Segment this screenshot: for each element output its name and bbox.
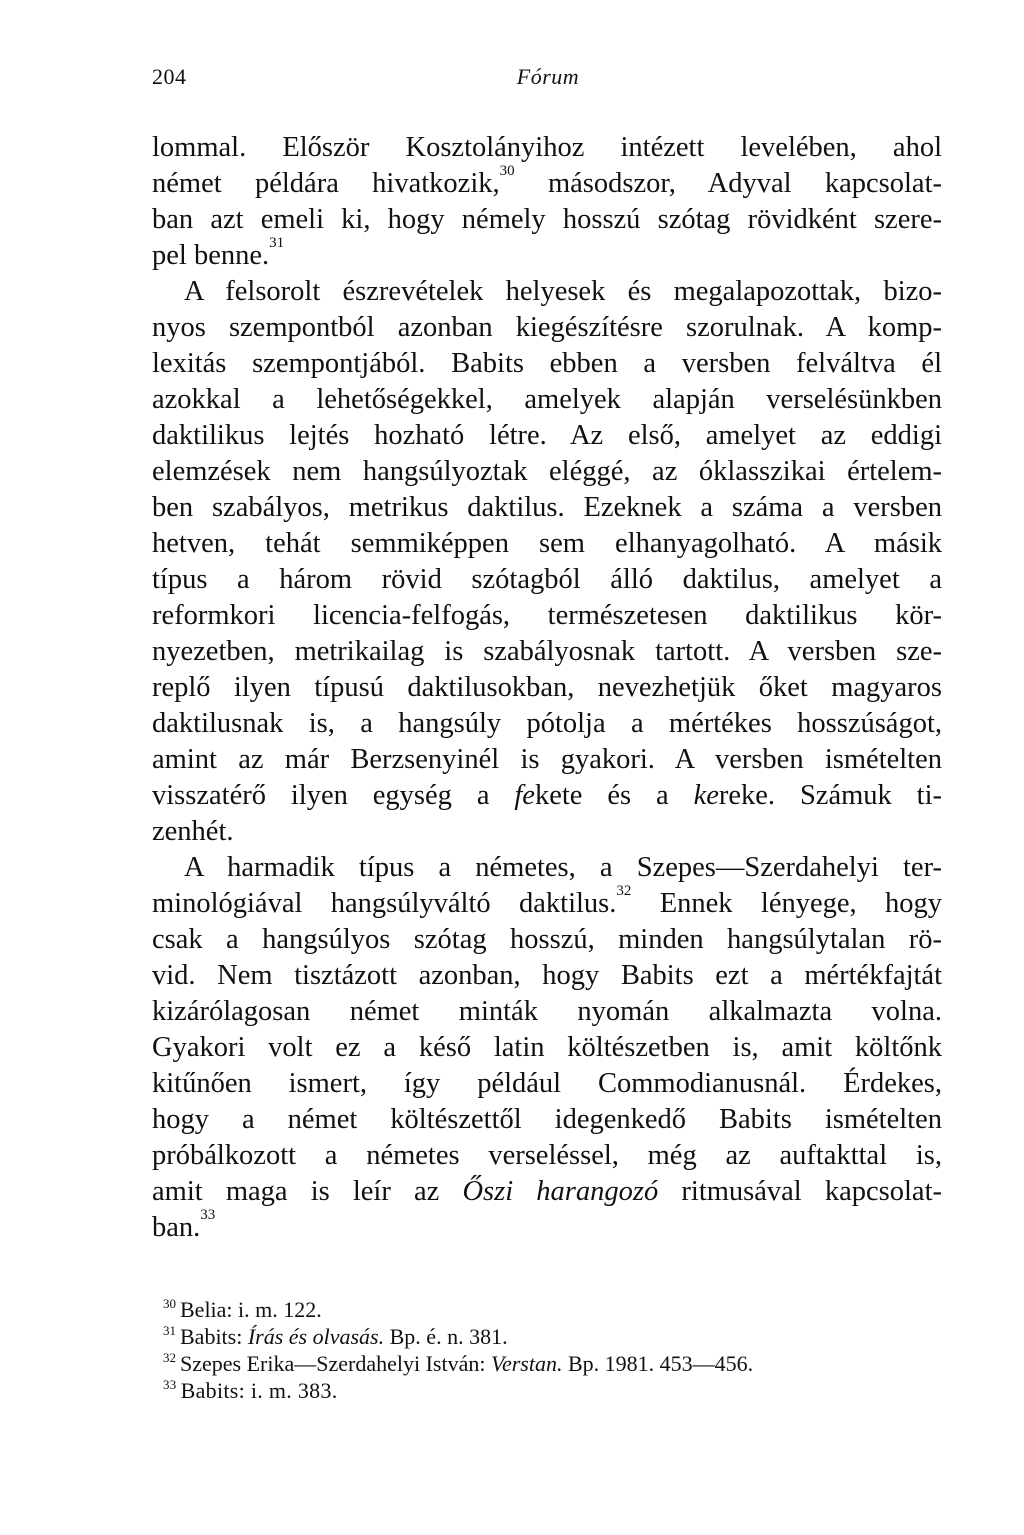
page-number: 204 bbox=[152, 64, 187, 89]
text-line: azokkal a lehetőségekkel, amelyek alapján verselésünkben bbox=[152, 384, 942, 415]
footnote: $^{33}$ Babits: i. m. 383. bbox=[163, 1377, 338, 1403]
footnote: $^{32}$ Szepes Erika—Szerdahelyi István: Verstan. Bp. 1981. 453—456. bbox=[163, 1350, 754, 1376]
text-line: pel benne.$^{31}$ bbox=[152, 235, 285, 271]
text-line: ben szabályos, metrikus daktilus. Ezeknek a száma a versben bbox=[152, 492, 942, 523]
emphasis: ke bbox=[693, 780, 719, 811]
footnote-number: 30 bbox=[163, 1296, 176, 1311]
footnotes bbox=[163, 1296, 943, 1404]
running-head: Fórum bbox=[516, 64, 580, 89]
text-line: reformkori licencia-felfogás, természetesen daktilikus kör- bbox=[152, 600, 942, 631]
page-header bbox=[152, 64, 944, 98]
text-line: daktilikus lejtés hozható létre. Az első, amelyet az eddigi bbox=[152, 420, 942, 451]
emphasis: fe bbox=[514, 780, 535, 811]
text-line: replő ilyen típusú daktilusokban, nevezhetjük őket magyaros bbox=[152, 672, 942, 703]
text-line: A felsorolt észrevételek helyesek és megalapozottak, bizo- bbox=[184, 276, 942, 307]
text-line: amint az már Berzsenyinél is gyakori. A versben ismételten bbox=[152, 744, 942, 775]
text-line: nyezetben, metrikailag is szabályosnak tartott. A versben sze- bbox=[152, 636, 942, 667]
text-line: elemzések nem hangsúlyoztak eléggé, az óklasszikai értelem- bbox=[152, 456, 942, 487]
text-line: visszatérő ilyen egység a fekete és a kereke. Számuk ti- bbox=[152, 780, 943, 811]
text-line: nyos szempontból azonban kiegészítésre szorulnak. A komp- bbox=[152, 312, 942, 343]
text-line: daktilusnak is, a hangsúly pótolja a mértékes hosszúságot, bbox=[152, 708, 942, 739]
text-line: ban.$^{33}$ bbox=[152, 1207, 216, 1243]
footnote-number: 33 bbox=[163, 1377, 177, 1392]
text-line: lexitás szempontjából. Babits ebben a versben felváltva él bbox=[152, 348, 942, 379]
book-title: Írás és olvasás. bbox=[247, 1324, 385, 1349]
text-line: vid. Nem tisztázott azonban, hogy Babits ezt a mértékfajtát bbox=[152, 960, 942, 991]
text-line: német példára hivatkozik,$^{30}$ másodszor, Adyval kapcsolat- bbox=[152, 163, 942, 199]
footnote-number: 31 bbox=[163, 1323, 176, 1338]
text-line: kitűnően ismert, így például Commodianusnál. Érdekes, bbox=[152, 1068, 942, 1099]
text-line: ban azt emeli ki, hogy némely hosszú szótag rövidként szere- bbox=[152, 204, 942, 235]
footnote-ref: 31 bbox=[269, 235, 285, 251]
text-line: hogy a német költészettől idegenkedő Babits ismételten bbox=[152, 1104, 942, 1135]
text-line: amit maga is leír az Őszi harangozó ritmusával kapcsolat- bbox=[152, 1176, 942, 1207]
text-line: A harmadik típus a németes, a Szepes—Szerdahelyi ter- bbox=[184, 852, 942, 883]
text-line: csak a hangsúlyos szótag hosszú, minden hangsúlytalan rö- bbox=[152, 924, 942, 955]
book-title: Őszi harangozó bbox=[462, 1176, 659, 1207]
body-text bbox=[152, 130, 942, 1246]
text-line: hetven, tehát semmiképpen sem elhanyagolható. A másik bbox=[152, 528, 942, 559]
footnote-ref: 30 bbox=[499, 163, 515, 179]
footnote-ref: 32 bbox=[616, 883, 632, 899]
footnote-ref: 33 bbox=[200, 1207, 216, 1223]
footnote: $^{30}$ Belia: i. m. 122. bbox=[163, 1296, 322, 1322]
text-line: kizárólagosan német minták nyomán alkalmazta volna. bbox=[152, 996, 942, 1027]
footnote-number: 32 bbox=[163, 1350, 176, 1365]
text-line: zenhét. bbox=[152, 816, 234, 847]
text-line: típus a három rövid szótagból álló daktilus, amelyet a bbox=[152, 564, 942, 595]
text-line: minológiával hangsúlyváltó daktilus.$^{32}$ Ennek lényege, hogy bbox=[152, 883, 942, 919]
text-line: próbálkozott a németes verseléssel, még az auftakttal is, bbox=[152, 1140, 942, 1171]
book-title: Verstan. bbox=[490, 1351, 563, 1376]
footnote: $^{31}$ Babits: Írás és olvasás. Bp. é. n. 381. bbox=[163, 1323, 508, 1349]
text-line: Gyakori volt ez a késő latin költészetben is, amit költőnk bbox=[152, 1032, 942, 1063]
text-line: lommal. Először Kosztolányihoz intézett levelében, ahol bbox=[152, 132, 942, 163]
